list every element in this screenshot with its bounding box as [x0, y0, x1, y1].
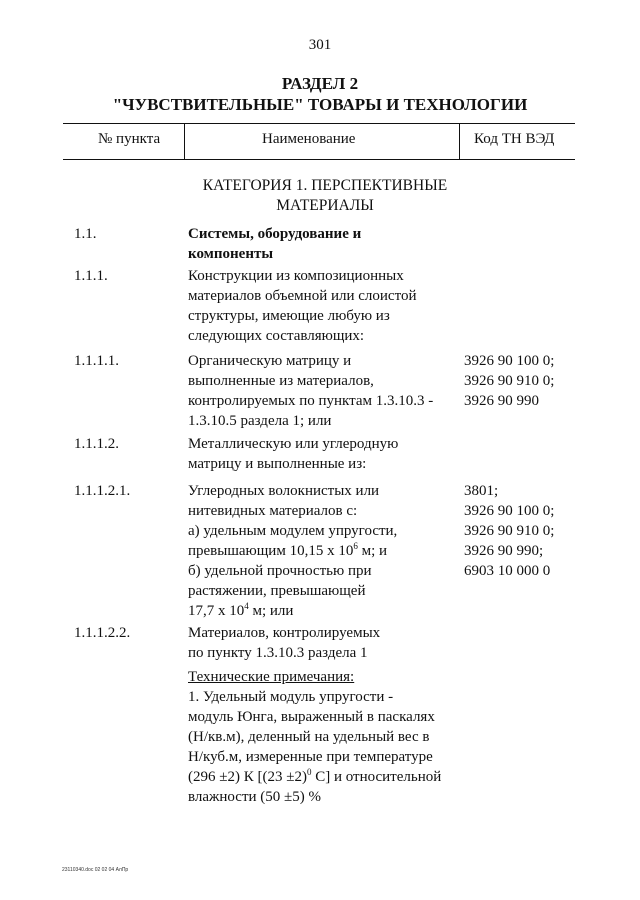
notes-heading: Технические примечания:	[188, 669, 355, 685]
code-line: 3801;	[464, 483, 499, 499]
item-codes	[464, 481, 554, 581]
text-line: Углеродных волокнистых или	[188, 483, 380, 499]
text-line: матрицу и выполненные из:	[188, 456, 367, 472]
table-header-bottom-rule	[63, 159, 575, 160]
item-number: 1.1.1.	[74, 268, 108, 284]
code-line: 3926 90 990	[464, 393, 539, 409]
text-line: Материалов, контролируемых	[188, 625, 381, 641]
text-line: б) удельной прочностью при	[188, 563, 372, 579]
text-line: влажности (50 ±5) %	[188, 789, 322, 805]
footer-filename: 23110340.doc 02 02 04 АлПр	[62, 867, 129, 873]
text-line	[188, 767, 473, 787]
text-line: 1.3.10.5 раздела 1; или	[188, 413, 332, 429]
text-fragment: 17,7 х 10	[188, 603, 245, 619]
text-line	[188, 601, 458, 621]
text-line: (Н/кв.м), деленный на удельный вес в	[188, 729, 430, 745]
column-header-name: Наименование	[262, 131, 356, 147]
text-line: структуры, имеющие любую из	[188, 308, 390, 324]
item-text	[188, 351, 458, 431]
column-header-number: № пункта	[98, 131, 161, 147]
superscript: 0	[306, 767, 312, 777]
superscript: 6	[353, 541, 358, 551]
text-line	[188, 541, 458, 561]
section-title: РАЗДЕЛ 2	[281, 74, 359, 93]
text-line: Н/куб.м, измеренные при температуре	[188, 749, 433, 765]
code-line: 3926 90 910 0;	[464, 523, 555, 539]
code-line: 3926 90 990;	[464, 543, 544, 559]
text-line: следующих составляющих:	[188, 328, 365, 344]
text-fragment: (296 ±2) К [(23 ±2)	[188, 769, 307, 785]
page-number: 301	[308, 37, 332, 53]
table-top-rule	[63, 123, 575, 124]
code-line: 3926 90 100 0;	[464, 353, 555, 369]
column-header-code: Код ТН ВЭД	[474, 131, 555, 147]
column-divider-2	[459, 124, 460, 159]
item-text	[188, 224, 458, 264]
text-fragment: м; и	[357, 543, 388, 559]
item-number: 1.1.1.1.	[74, 353, 119, 369]
code-line: 3926 90 910 0;	[464, 373, 555, 389]
text-line: компоненты	[188, 246, 274, 262]
item-text	[188, 481, 458, 621]
item-number: 1.1.	[74, 226, 97, 242]
text-fragment: превышающим 10,15 х 10	[188, 543, 354, 559]
item-number: 1.1.1.2.1.	[74, 483, 131, 499]
category-line: КАТЕГОРИЯ 1. ПЕРСПЕКТИВНЫЕ	[202, 177, 448, 194]
text-line: Металлическую или углеродную	[188, 436, 399, 452]
text-line: по пункту 1.3.10.3 раздела 1	[188, 645, 368, 661]
text-line: нитевидных материалов с:	[188, 503, 358, 519]
text-line: модуль Юнга, выраженный в паскалях	[188, 709, 435, 725]
category-heading	[190, 176, 460, 216]
text-line: растяжении, превышающей	[188, 583, 366, 599]
section-subtitle: "ЧУВСТВИТЕЛЬНЫЕ" ТОВАРЫ И ТЕХНОЛОГИИ	[112, 95, 528, 114]
text-line: Системы, оборудование и	[188, 226, 362, 242]
item-text	[188, 266, 458, 346]
text-fragment: м; или	[248, 603, 294, 619]
text-fragment: С] и относительной	[311, 769, 442, 785]
text-line: 1. Удельный модуль упругости -	[188, 689, 394, 705]
item-number: 1.1.1.2.2.	[74, 625, 131, 641]
text-line: а) удельным модулем упругости,	[188, 523, 398, 539]
item-text	[188, 434, 458, 474]
text-line: Конструкции из композиционных	[188, 268, 404, 284]
technical-notes	[188, 667, 473, 807]
category-line: МАТЕРИАЛЫ	[276, 197, 374, 214]
item-number: 1.1.1.2.	[74, 436, 119, 452]
text-line: контролируемых по пунктам 1.3.10.3 -	[188, 393, 434, 409]
text-line: выполненные из материалов,	[188, 373, 374, 389]
item-codes	[464, 351, 554, 411]
code-line: 6903 10 000 0	[464, 563, 551, 579]
code-line: 3926 90 100 0;	[464, 503, 555, 519]
item-text	[188, 623, 458, 663]
column-divider-1	[184, 124, 185, 159]
text-line: Органическую матрицу и	[188, 353, 352, 369]
superscript: 4	[244, 601, 249, 611]
text-line: материалов объемной или слоистой	[188, 288, 417, 304]
